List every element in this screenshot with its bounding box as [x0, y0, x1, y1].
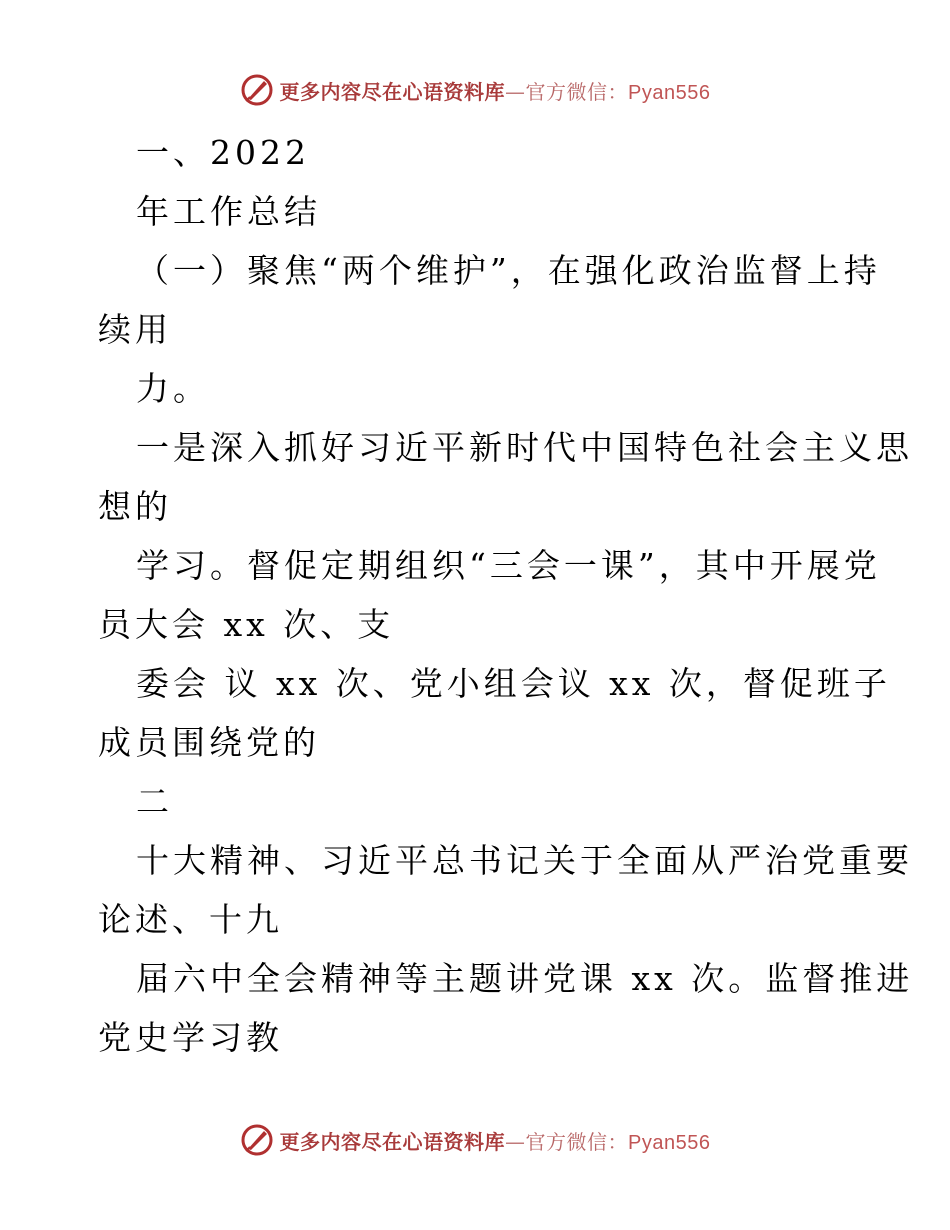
text-line: 十大精神、习近平总书记关于全面从严治党重要 [136, 841, 913, 880]
text-line: 力。 [136, 369, 210, 408]
watermark-wechat-label: 官方微信： [525, 1129, 629, 1154]
quill-seal-logo-icon [240, 1123, 274, 1157]
watermark-brand: 更多内容尽在心语资料库 [279, 1129, 506, 1154]
text-line: 二 [136, 782, 173, 821]
text-line: 一、2022 [136, 133, 310, 172]
watermark-brand: 更多内容尽在心语资料库 [279, 79, 506, 104]
watermark-separator: — [505, 79, 526, 104]
footer-watermark [0, 1120, 950, 1160]
watermark-text [280, 1126, 711, 1155]
text-line: 党史学习教 [98, 1018, 283, 1057]
text-line: 续用 [98, 310, 172, 349]
text-line: 届六中全会精神等主题讲党课 xx 次。监督推进 [136, 959, 914, 998]
watermark-wechat-id: Pyan556 [628, 81, 711, 104]
text-line: 论述、十九 [98, 900, 283, 939]
watermark-wechat-label: 官方微信： [525, 79, 629, 104]
text-line: 学习。督促定期组织“三会一课”，其中开展党 [136, 546, 881, 585]
header-watermark [0, 70, 950, 110]
watermark-separator: — [505, 1129, 526, 1154]
text-line: 想的 [98, 487, 172, 526]
quill-seal-logo-icon [240, 73, 274, 107]
text-line: 成员围绕党的 [98, 723, 320, 762]
document-body [98, 123, 914, 1067]
watermark-text [280, 76, 711, 105]
text-line: 委会 议 xx 次、党小组会议 xx 次，督促班子 [136, 664, 891, 703]
watermark-wechat-id: Pyan556 [628, 1131, 711, 1154]
text-line: 年工作总结 [136, 192, 321, 231]
text-line: 员大会 xx 次、支 [98, 605, 395, 644]
text-line: （一）聚焦“两个维护”，在强化政治监督上持 [136, 251, 881, 290]
text-line: 一是深入抓好习近平新时代中国特色社会主义思 [136, 428, 913, 467]
